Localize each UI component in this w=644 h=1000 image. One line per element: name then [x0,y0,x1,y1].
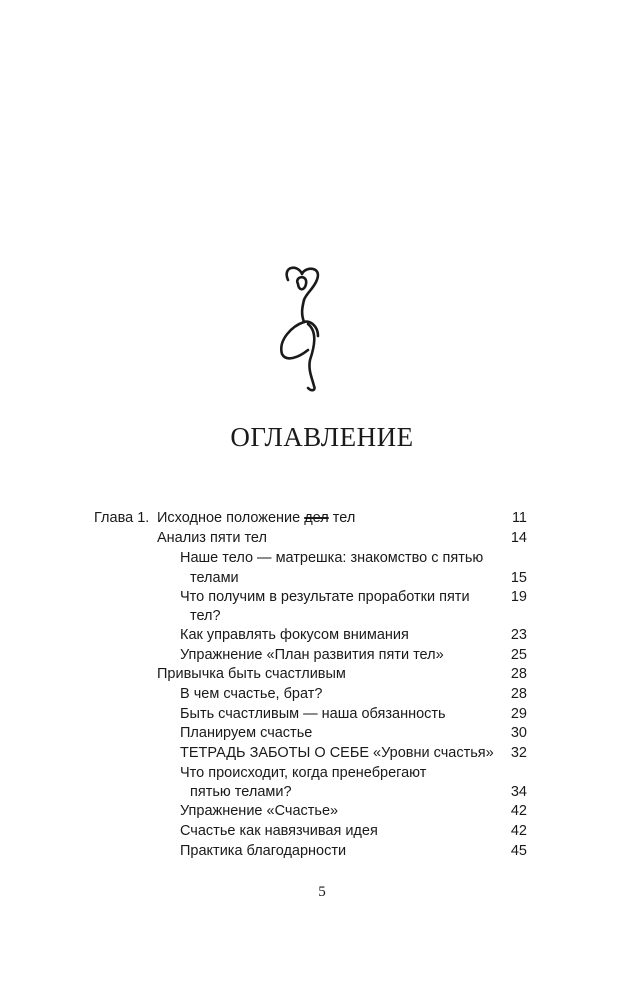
toc-page-number [480,606,527,626]
toc-page-number [480,763,527,783]
toc-page-number [480,548,527,568]
toc-entry-continuation[interactable]: пятью телами? [190,784,292,800]
toc-entry[interactable] [157,508,355,528]
toc-entry[interactable]: Что происходит, когда пренебрегают [180,765,427,781]
toc-entry[interactable]: Как управлять фокусом внимания [180,627,409,643]
toc-page-number: 42 [510,803,527,819]
toc-entry[interactable]: Быть счастливым — наша обязанность [180,706,446,722]
toc-entry-continuation[interactable]: телами [190,570,239,586]
toc-page-number: 19 [510,589,527,605]
toc-page-number: 28 [510,686,527,702]
toc-entry[interactable]: Счастье как навязчивая идея [180,823,378,839]
page-number: 5 [318,884,326,900]
toc-page-number: 15 [510,570,527,586]
toc-page-number: 11 [511,510,527,526]
toc-page-number: 30 [510,725,527,741]
toc-page-number: 32 [510,745,527,761]
toc-entry-continuation[interactable]: тел? [190,608,221,624]
toc-page-number: 23 [510,627,527,643]
toc-page-number: 25 [510,647,527,663]
toc-entry[interactable]: Упражнение «Счастье» [180,803,339,819]
page-title: ОГЛАВЛЕНИЕ [230,422,414,452]
toc-entry[interactable]: В чем счастье, брат? [180,686,323,702]
toc-page-number: 34 [510,784,527,800]
toc-entry[interactable]: Планируем счастье [180,725,313,741]
toc-entry[interactable]: Анализ пяти тел [157,530,267,546]
toc-entry[interactable]: Что получим в результате проработки пяти [180,589,470,605]
toc-entry[interactable]: Привычка быть счастливым [157,666,346,682]
toc-page-number: 45 [510,843,527,859]
toc-entry-struck-text: дел [304,510,329,526]
toc-entry[interactable]: ТЕТРАДЬ ЗАБОТЫ О СЕБЕ «Уровни счастья» [180,745,494,761]
toc-entry-text-after: тел [332,510,356,526]
toc-entry[interactable]: Упражнение «План развития пяти тел» [180,647,444,663]
toc-page-number: 14 [510,530,527,546]
toc-page-number: 28 [510,666,527,682]
toc-entry[interactable]: Наше тело — матрешка: знакомство с пятью [180,550,484,566]
toc-entry[interactable]: Практика благодарности [180,843,347,859]
toc-entry-text: Исходное положение [157,510,301,526]
toc-page-number: 29 [510,706,527,722]
toc-page-number: 42 [510,823,527,839]
chapter-label: Глава 1. [94,510,150,526]
